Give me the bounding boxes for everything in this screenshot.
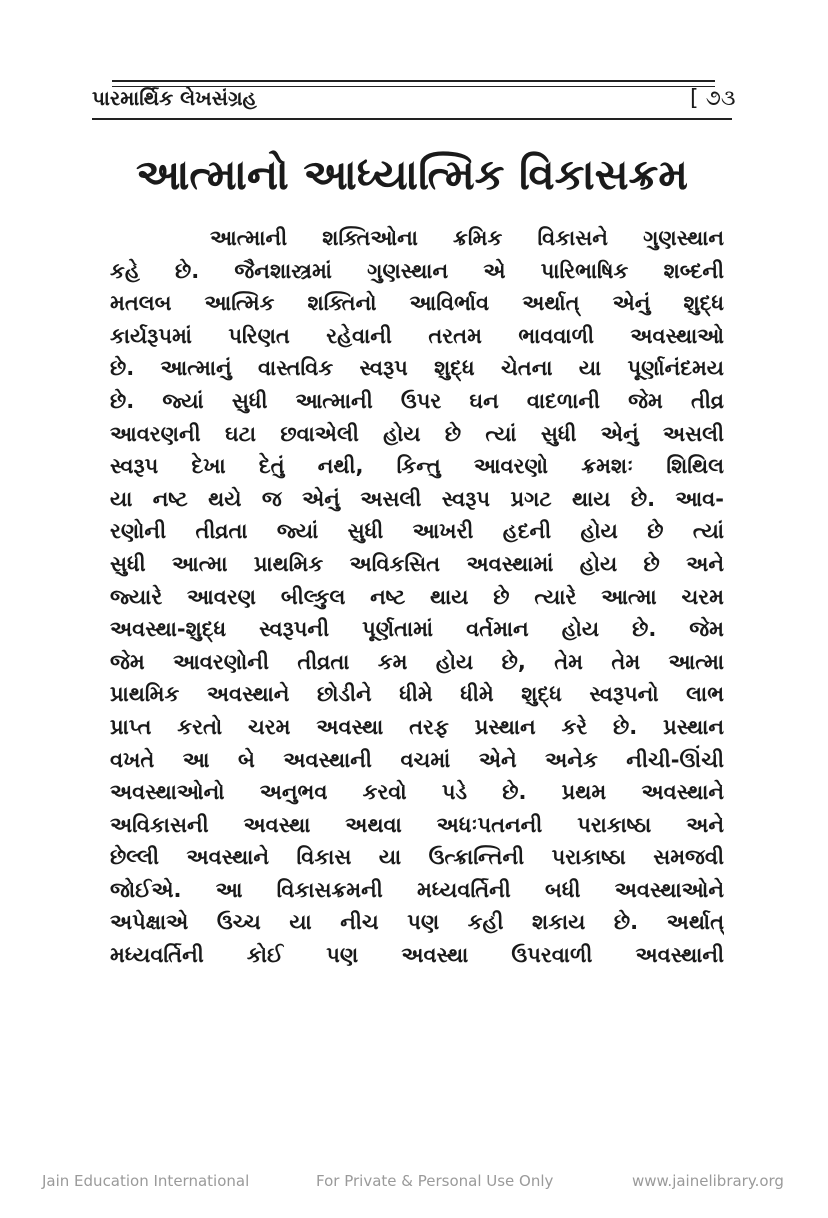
text-line: મતલબ આત્મિક શક્તિનો આવિર્ભાવ અર્થાત્ એનું શુદ્ધ	[110, 291, 724, 316]
footer-website-link[interactable]: www.jainelibrary.org	[632, 1172, 784, 1190]
text-line: અપેક્ષાએ ઉચ્ચ યા નીચ પણ કહી શકાય છે. અર્થાત્	[110, 910, 724, 935]
page-number: [ ૭૩	[690, 86, 736, 111]
text-line: રણોની તીવ્રતા જ્યાં સુધી આખરી હદની હોય છે ત્યાં	[110, 519, 724, 544]
text-line: છે. જ્યાં સુધી આત્માની ઉપર ઘન વાદળાની જેમ તીવ્ર	[110, 388, 724, 413]
text-line: જોઈએ. આ વિકાસક્રમની મધ્યવર્તિની બધી અવસ્થાઓને	[110, 877, 724, 902]
text-line: પ્રાપ્ત કરતો ચરમ અવસ્થા તરફ પ્રસ્થાન કરે છે. પ્રસ્થાન	[110, 714, 724, 739]
article-title: આત્માનો આધ્યાત્મિક વિકાસક્રમ	[136, 150, 688, 199]
text-line: કહે છે. જૈનશાસ્ત્રમાં ગુણસ્થાન એ પારિભાષિક શબ્દની	[110, 258, 724, 283]
text-line: અવસ્થા-શુદ્ધ સ્વરૂપની પૂર્ણતામાં વર્તમાન હોય છે. જેમ	[110, 617, 724, 642]
footer-usage-note: For Private & Personal Use Only	[316, 1172, 554, 1190]
text-line: જ્યારે આવરણ બીલ્કુલ નષ્ટ થાય છે ત્યારે આત્મા ચરમ	[110, 584, 724, 609]
text-line: છે. આત્માનું વાસ્તવિક સ્વરૂપ શુદ્ધ ચેતના યા પૂર્ણાનંદમય	[110, 356, 724, 381]
text-line: આત્માની શક્તિઓના ક્રમિક વિકાસને ગુણસ્થાન	[210, 226, 724, 250]
article-body	[110, 222, 724, 972]
top-rule-1	[112, 80, 715, 82]
text-line: છેલ્લી અવસ્થાને વિકાસ યા ઉત્ક્રાન્તિની પરાકાષ્ઠા સમજવી	[110, 845, 724, 870]
text-line: મધ્યવર્તિની કોઈ પણ અવસ્થા ઉપરવાળી અવસ્થાની	[110, 943, 724, 968]
text-line: સુધી આત્મા પ્રાથમિક અવિકસિત અવસ્થામાં હોય છે અને	[110, 551, 724, 576]
text-line: વખતે આ બે અવસ્થાની વચમાં એને અનેક નીચી-ઊંચી	[110, 747, 724, 772]
text-line: યા નષ્ટ થયે જ એનું અસલી સ્વરૂપ પ્રગટ થાય છે. આવ-	[110, 486, 724, 511]
text-line: અવિકાસની અવસ્થા અથવા અધઃપતનની પરાકાષ્ઠા અને	[110, 812, 724, 837]
header-rule	[92, 118, 732, 120]
footer-publisher: Jain Education International	[42, 1172, 250, 1190]
text-line: આવરણની ઘટા છવાએલી હોય છે ત્યાં સુધી એનું અસલી	[110, 421, 724, 446]
text-line: અવસ્થાઓનો અનુભવ કરવો પડે છે. પ્રથમ અવસ્થાને	[110, 780, 724, 805]
text-line: કાર્યરૂપમાં પરિણત રહેવાની તરતમ ભાવવાળી અવસ્થાઓ	[110, 323, 724, 348]
text-line: સ્વરૂપ દેખા દેતું નથી, કિન્તુ આવરણો ક્રમશઃ શિથિલ	[110, 454, 724, 479]
text-line: પ્રાથમિક અવસ્થાને છોડીને ધીમે ધીમે શુદ્ધ સ્વરૂપનો લાભ	[110, 682, 724, 707]
text-line: જેમ આવરણોની તીવ્રતા કમ હોય છે, તેમ તેમ આત્મા	[110, 649, 724, 674]
running-head: પારમાર્થિક લેખસંગ્રહ	[92, 86, 257, 110]
